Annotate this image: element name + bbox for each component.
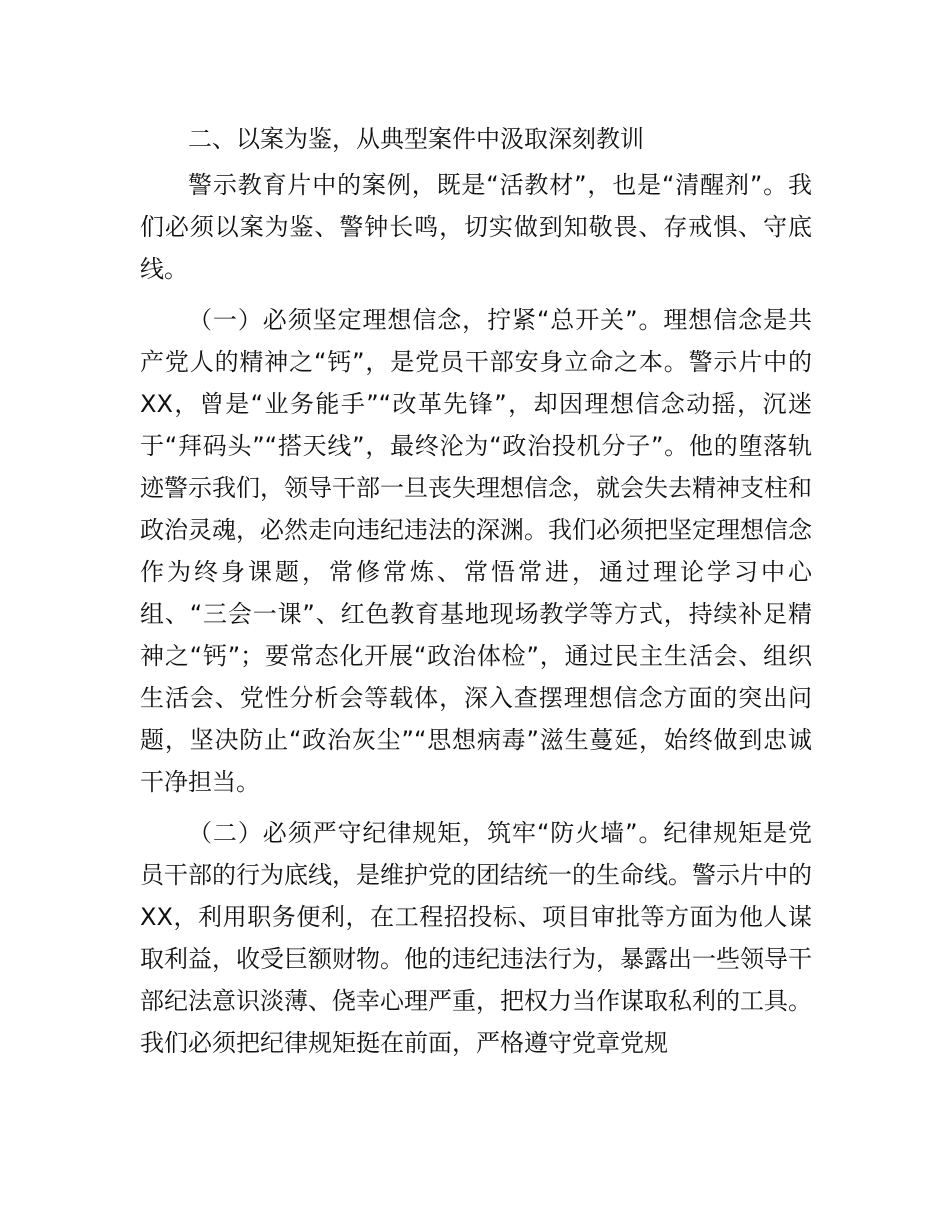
paragraph-discipline-and-rules: （二）必须严守纪律规矩，筑牢“防火墙”。纪律规矩是党员干部的行为底线，是维护党的团结统一的生命线。警示片中的XX，利用职务便利，在工程招投标、项目审批等方面为他人谋取利益，收受巨额财物。他的违纪违法行为，暴露出一些领导干部纪法意识淡薄、侥幸心理严重，把权力当作谋取私利的工具。我们必须把纪律规矩挺在前面，严格遵守党章党规: [140, 819, 812, 1057]
document-body: [140, 118, 812, 1064]
section-heading: 二、以案为鉴，从典型案件中汲取深刻教训: [188, 125, 644, 153]
paragraph-ideals-and-beliefs: （一）必须坚定理想信念，拧紧“总开关”。理想信念是共产党人的精神之“钙”，是党员干部安身立命之本。警示片中的XX，曾是“业务能手”“改革先锋”，却因理想信念动摇，沉迷于“拜码头”“搭天线”，最终沦为“政治投机分子”。他的堕落轨迹警示我们，领导干部一旦丧失理想信念，就会失去精神支柱和政治灵魂，必然走向违纪违法的深渊。我们必须把坚定理想信念作为终身课题，常修常炼、常悟常进，通过理论学习中心组、“三会一课”、红色教育基地现场教学等方式，持续补足精神之“钙”；要常态化开展“政治体检”，通过民主生活会、组织生活会、党性分析会等载体，深入查摆理想信念方面的突出问题，坚决防止“政治灰尘”“思想病毒”滋生蔓延，始终做到忠诚干净担当。: [140, 306, 812, 796]
paragraph-intro: 警示教育片中的案例，既是“活教材”，也是“清醒剂”。我们必须以案为鉴、警钟长鸣，切实做到知敬畏、存戒惧、守底线。: [140, 171, 812, 283]
